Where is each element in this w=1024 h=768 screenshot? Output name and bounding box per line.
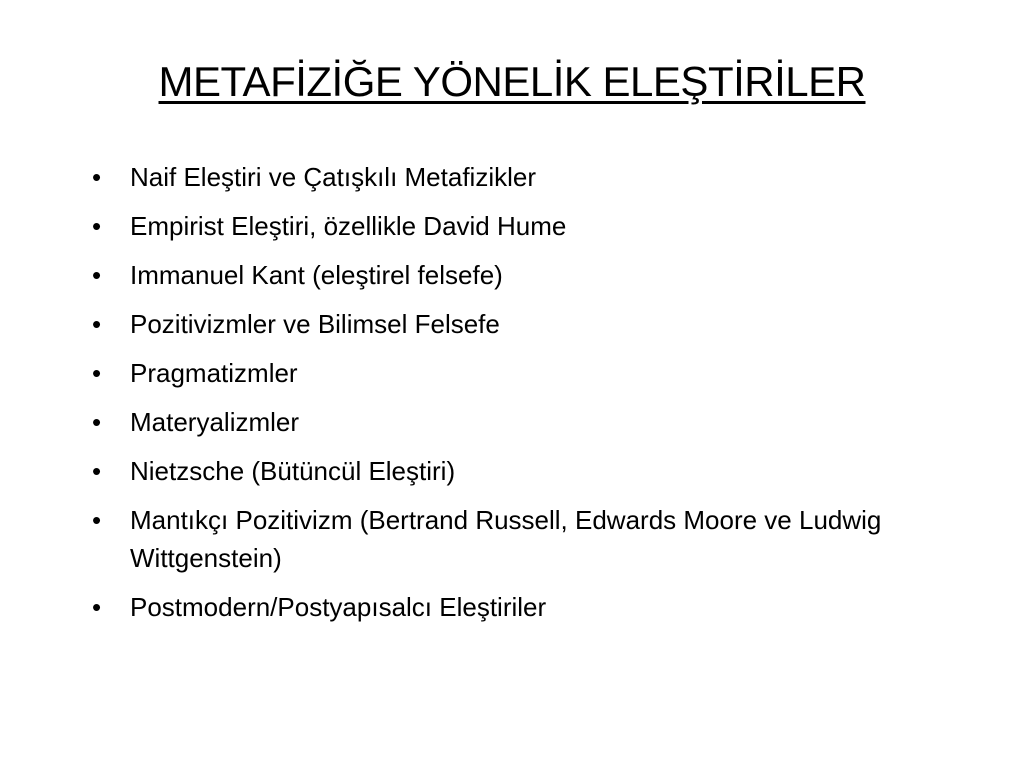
bullet-text: Postmodern/Postyapısalcı Eleştiriler — [130, 592, 547, 622]
bullet-text: Mantıkçı Pozitivizm (Bertrand Russell, Edwards Moore ve Ludwig Wittgenstein) — [130, 505, 882, 573]
bullet-text: Materyalizmler — [130, 407, 300, 437]
bullet-text: Naif Eleştiri ve Çatışkılı Metafizikler — [130, 162, 536, 192]
bullet-icon: • — [92, 211, 102, 241]
bullet-text: Pozitivizmler ve Bilimsel Felsefe — [130, 309, 500, 339]
bullet-icon: • — [92, 592, 102, 622]
bullet-item — [92, 207, 952, 245]
bullet-item — [92, 158, 952, 196]
bullet-item — [92, 452, 952, 490]
bullet-icon: • — [92, 162, 102, 192]
bullet-icon: • — [92, 505, 102, 535]
bullet-icon: • — [92, 309, 102, 339]
bullet-icon: • — [92, 260, 102, 290]
slide-title — [0, 56, 1024, 108]
bullet-item — [92, 501, 952, 577]
bullet-item — [92, 354, 952, 392]
bullet-list — [92, 158, 952, 637]
bullet-text: Immanuel Kant (eleştirel felsefe) — [130, 260, 503, 290]
slide-title-text: METAFİZİĞE YÖNELİK ELEŞTİRİLER — [158, 58, 866, 105]
bullet-item — [92, 256, 952, 294]
bullet-item — [92, 403, 952, 441]
bullet-item — [92, 305, 952, 343]
bullet-icon: • — [92, 456, 102, 486]
bullet-icon: • — [92, 407, 102, 437]
bullet-text: Nietzsche (Bütüncül Eleştiri) — [130, 456, 456, 486]
bullet-text: Pragmatizmler — [130, 358, 298, 388]
bullet-item — [92, 588, 952, 626]
bullet-icon: • — [92, 358, 102, 388]
bullet-text: Empirist Eleştiri, özellikle David Hume — [130, 211, 567, 241]
